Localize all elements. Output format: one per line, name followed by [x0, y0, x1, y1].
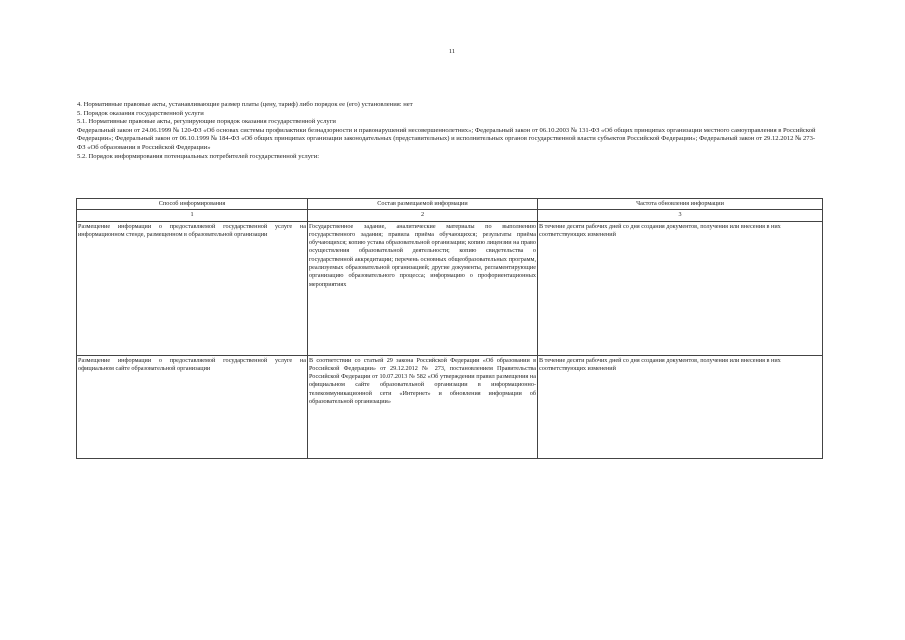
- column-number: 1: [77, 210, 308, 221]
- table-row: [77, 221, 823, 355]
- header-method: Способ информирования: [77, 199, 308, 210]
- paragraph-fee-acts: 4. Нормативные правовые акты, устанавливающие размер платы (цену, тариф) либо порядок ее (его) установления: нет: [77, 101, 413, 108]
- cell-frequency: В течение десяти рабочих дней со дня создания документов, получения или внесения в них соответствующих изменений: [538, 221, 823, 355]
- paragraph-informing: 5.2. Порядок информирования потенциальных потребителей государственной услуги:: [77, 152, 320, 160]
- table-row: [77, 355, 823, 458]
- cell-frequency: В течение десяти рабочих дней со дня создания документов, получения или внесения в них соответствующих изменений: [538, 355, 823, 458]
- header-content: Состав размещаемой информации: [308, 199, 538, 210]
- cell-method: Размещение информации о предоставляемой государственной услуге на официальном сайте образовательной организации: [77, 355, 308, 458]
- paragraph-procedure-acts: 5.1. Нормативные правовые акты, регулирующие порядок оказания государственной услуги: [77, 118, 336, 126]
- cell-content: В соответствии со статьей 29 закона Российской Федерации «Об образовании в Российской Федерации» от 29.12.2012 № 273, постановлением Правительства Российской Федерации от 10.07.2013 № 582 «Об утверждении правил размещения на официальном сайте образовательной организации в информационно-телекоммуникационной сети «Интернет» и обновления информации об образовательной организации»: [308, 355, 538, 458]
- table-header-row: [77, 199, 823, 210]
- cell-method: Размещение информации о предоставляемой государственной услуге на информационном стенде, размещенном в образовательной организации: [77, 221, 308, 355]
- informing-table: [76, 198, 823, 459]
- column-number-row: [77, 210, 823, 221]
- column-number: 2: [308, 210, 538, 221]
- paragraph-laws: Федеральный закон от 24.06.1999 № 120-ФЗ «Об основах системы профилактики безнадзорности и правонарушений несовершеннолетних»; Федеральный закон от 06.10.2003 № 131-ФЗ «Об общих принципах организации местного самоуправления в Российской Федерации»; Федеральный закон от 06.10.1999 № 184-ФЗ «Об общих принципах организации законодательных (представительных) и исполнительных органов государственной власти субъектов Российской Федерации»; Федеральный закон от 29.12.2012 № 273-ФЗ «Об образовании в Российской Федерации»: [77, 126, 816, 151]
- header-frequency: Частота обновления информации: [538, 199, 823, 210]
- cell-content: Государственное задание, аналитические материалы по выполнению государственного задания; правила приёма обучающихся; результаты приёма обучающихся; копию устава образовательной организации; копию лицензии на право осуществления образовательной деятельности; копию свидетельства о государственной аккредитации; перечень основных общеобразовательных программ, реализуемых образовательной организацией; другие документы, регламентирующие организацию образовательного процесса; информацию о профориентационных мероприятиях: [308, 221, 538, 355]
- column-number: 3: [538, 210, 823, 221]
- paragraph-procedure: 5. Порядок оказания государственной услуги: [77, 109, 204, 117]
- document-body: [77, 101, 822, 161]
- page-number: 11: [448, 48, 456, 55]
